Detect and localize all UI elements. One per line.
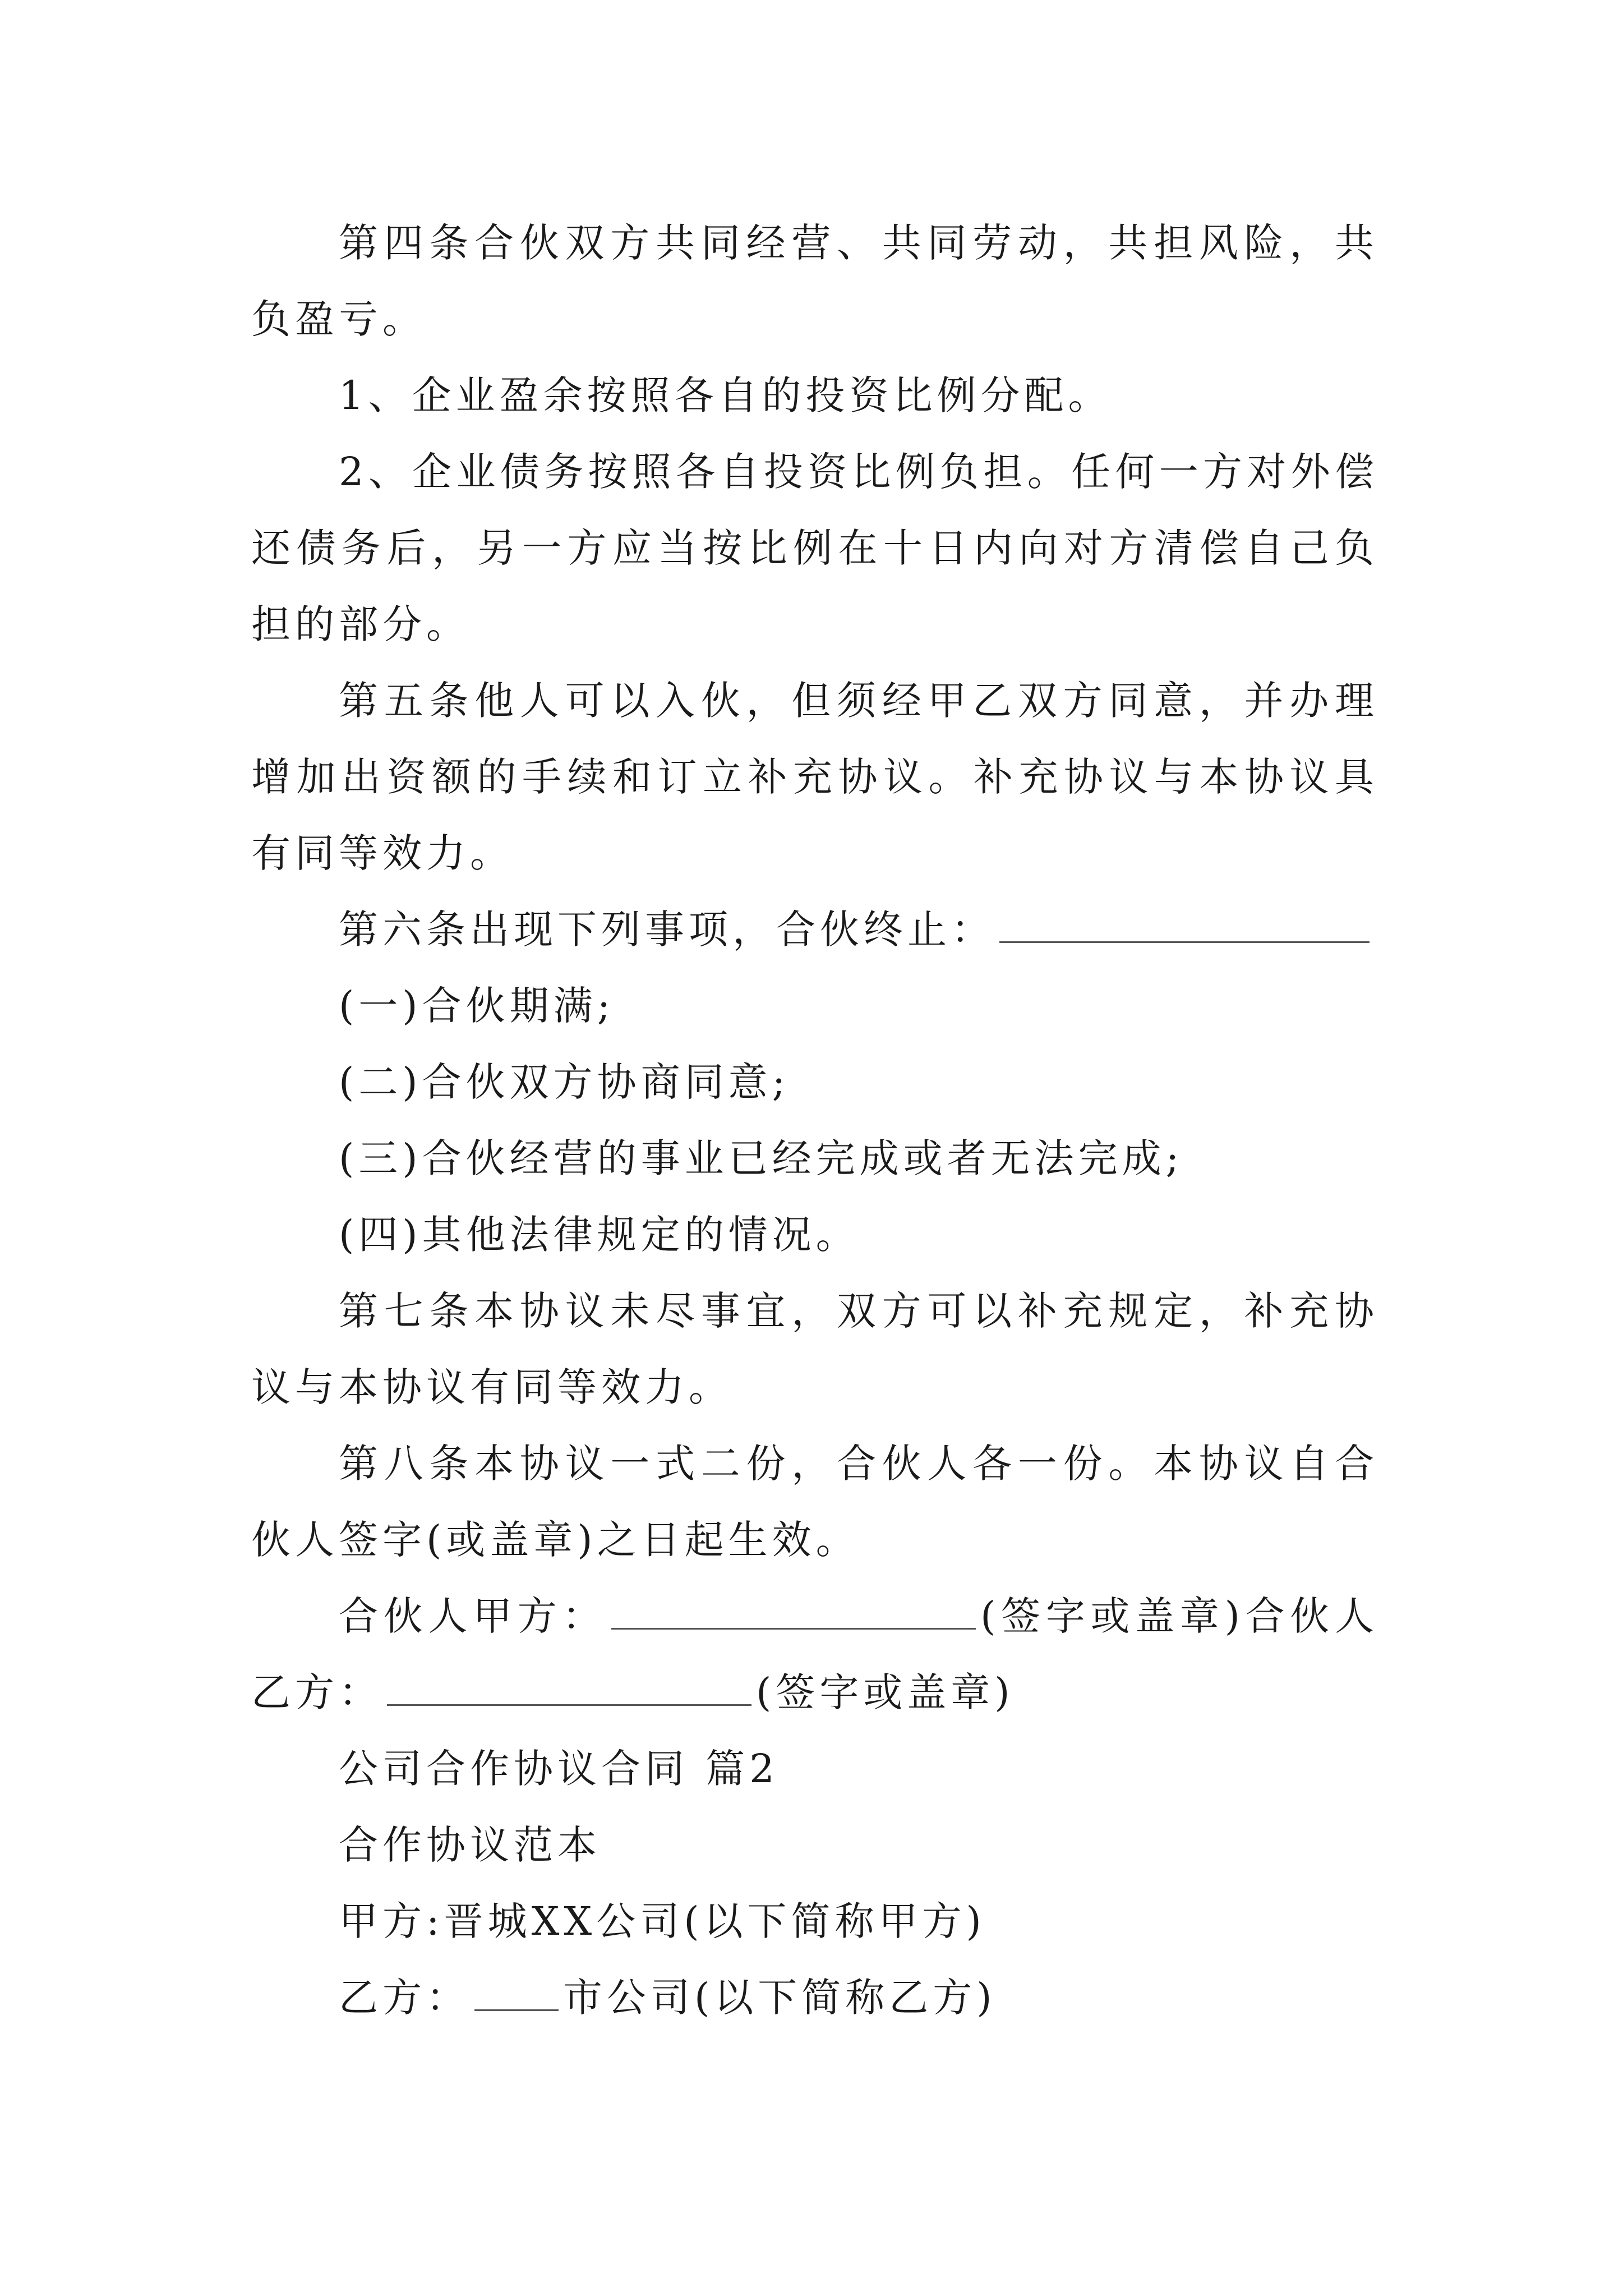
party-a: 甲方:晋城XX公司(以下简称甲方)	[339, 1898, 986, 1944]
party-b	[251, 1959, 1378, 2036]
party-b-suffix: 市公司(以下简称乙方)	[563, 1975, 997, 2021]
section-heading: 公司合作协议合同 篇2	[339, 1746, 779, 1792]
article-6-text: 第六条出现下列事项，合伙终止：	[339, 907, 995, 953]
party-b-prefix: 乙方：	[339, 1975, 470, 2021]
article-6-item-1: (一)合伙期满;	[339, 983, 615, 1029]
article-4: 第四条合伙双方共同经营、共同劳动，共担风险，共负盈亏。	[251, 220, 1378, 342]
article-6-item-4: (四)其他法律规定的情况。	[339, 1212, 860, 1258]
city-blank	[474, 1976, 559, 2011]
blank-line	[999, 908, 1370, 943]
template-title: 合作协议范本	[339, 1822, 601, 1868]
article-5: 第五条他人可以入伙，但须经甲乙双方同意，并办理增加出资额的手续和订立补充协议。补充协议与本协议具有同等效力。	[251, 678, 1378, 876]
article-6	[251, 891, 1378, 968]
party-b-label: (签字或盖章)合伙人乙方：	[251, 1593, 1378, 1715]
document-page	[251, 205, 1378, 2036]
article-4-item-1: 1、企业盈余按照各自的投资比例分配。	[339, 372, 1112, 418]
article-6-item-3: (三)合伙经营的事业已经完成或者无法完成;	[339, 1135, 1184, 1181]
article-8: 第八条本协议一式二份，合伙人各一份。本协议自合伙人签字(或盖章)之日起生效。	[251, 1441, 1378, 1563]
article-7: 第七条本协议未尽事宜，双方可以补充规定，补充协议与本协议有同等效力。	[251, 1288, 1378, 1410]
article-6-item-2: (二)合伙双方协商同意;	[339, 1059, 790, 1105]
party-b-signature-blank	[387, 1671, 751, 1706]
party-a-signature-blank	[611, 1594, 976, 1630]
article-4-item-2: 2、企业债务按照各自投资比例负担。任何一方对外偿还债务后，另一方应当按比例在十日内向对方清偿自己负担的部分。	[251, 449, 1378, 647]
party-b-seal-note: (签字或盖章)	[756, 1669, 1015, 1715]
signature-line	[251, 1578, 1378, 1731]
party-a-label: 合伙人甲方：	[339, 1593, 607, 1639]
